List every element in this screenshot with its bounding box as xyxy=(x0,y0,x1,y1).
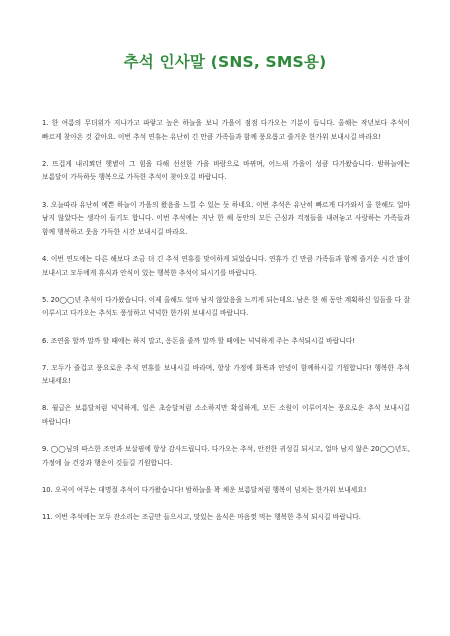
greeting-item-2: 2. 뜨겁게 내리쬐던 햇볕이 그 힘을 다해 선선한 가을 바람으로 바뀌며, 어느새 가을이 성큼 다가왔습니다. 밤하늘에는 보름달이 가득하듯 행복으로 가득한 추석이 찾아오길 바랍니다. xyxy=(42,159,410,182)
page-title: 추석 인사말 (SNS, SMS용) xyxy=(123,53,327,71)
greeting-item-11: 11. 이번 추석에는 모두 잔소리는 조금만 들으시고, 맛있는 음식은 마음껏 먹는 행복한 추석 되시길 바랍니다. xyxy=(42,513,361,522)
greeting-item-7: 7. 모두가 즐겁고 풍요로운 추석 연휴를 보내시길 바라며, 항상 가정에 화목과 안녕이 함께하시길 기원합니다! 행복한 추석 보내세요! xyxy=(42,363,410,386)
greeting-item-3: 3. 오늘따라 유난히 예쁜 하늘이 가을의 왔음을 느낄 수 있는 듯 하네요. 이번 추석은 유난히 빠르게 다가와서 올 한해도 얼마 남지 않았다는 생각이 들기도 합니다. 이번 추석에는 지난 한 해 동안의 모든 근심과 걱정들을 내려놓고 사랑하는 가족들과 함께 행복하고 웃음 가득한 시간 보내시길 바라요. xyxy=(42,200,410,236)
greeting-item-5: 5. 20◯◯년 추석이 다가왔습니다. 이제 올해도 얼마 남지 않았음을 느끼게 되는데요. 남은 한 해 동안 계획하신 일들을 다 잘 이루시고 다가오는 추석도 풍성하고 넉넉한 한가위 보내시길 바랍니다. xyxy=(42,295,410,318)
greeting-item-10: 10. 오곡이 여무는 대명절 추석이 다가왔습니다! 밤하늘을 꽉 채운 보름달처럼 행복이 넘치는 한가위 보내세요! xyxy=(42,486,367,495)
greeting-list xyxy=(42,117,410,538)
greeting-item-1: 1. 한 여름의 무더위가 지나가고 파랗고 높은 하늘을 보니 가을이 점점 다가오는 기분이 듭니다. 올해는 작년보다 추석이 빠르게 찾아온 것 같아요. 이번 추석 연휴는 유난히 긴 만큼 가족들과 함께 풍요롭고 즐거운 한가위 보내시길 바라요! xyxy=(42,119,410,141)
greeting-item-6: 6. 조연을 할까 말까 할 때에는 하지 말고, 응돈을 줄까 말까 할 때에는 넉넉하게 주는 추석되시길 바랍니다! xyxy=(42,336,355,345)
greeting-item-9: 9. ◯◯님의 따스한 조언과 보살핌에 항상 감사드립니다. 다가오는 추석, 안전한 귀성길 되시고, 얼마 남지 않은 20◯◯년도, 가정에 늘 건강과 행운이 깃들길 기원합니다. xyxy=(42,445,410,467)
greeting-item-4: 4. 이번 연도에는 다른 해보다 조금 더 긴 추석 연휴를 맞이하게 되었습니다. 연휴가 긴 만큼 가족들과 함께 즐거운 시간 많이 보내시고 모두에게 휴식과 안식이 있는 행복한 추석이 되시기를 바랍니다. xyxy=(42,254,410,277)
greeting-item-8: 8. 월급은 보름달처럼 넉넉하게, 일은 초승달처럼 소소하지만 확실하게, 모든 소원이 이루어지는 풍요로운 추석 보내시길 바랍니다! xyxy=(42,404,410,427)
